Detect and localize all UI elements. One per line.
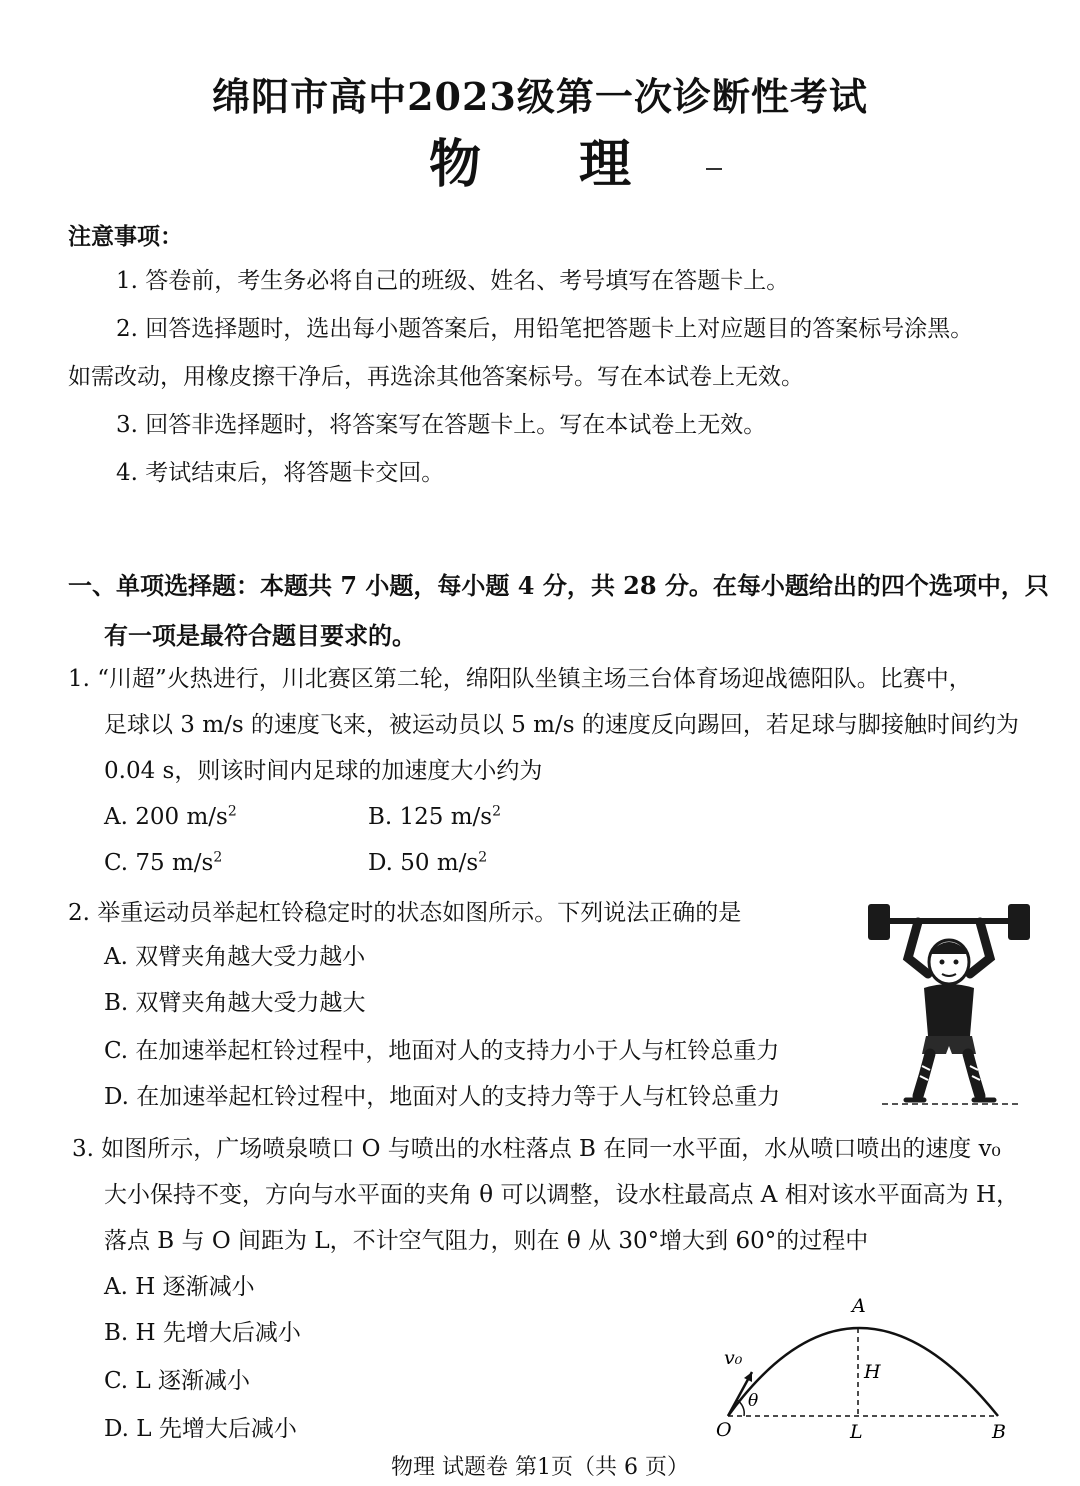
q3-option-d: D. L 先增大后减小 [104,1416,297,1442]
q1-stem-line3: 0.04 s，则该时间内足球的加速度大小约为 [104,758,543,784]
trajectory-curve [728,1328,998,1416]
q3-stem-line3: 落点 B 与 O 间距为 L，不计空气阻力，则在 θ 从 30°增大到 60°的过程中 [104,1228,869,1254]
weightlifter-figure [862,896,1038,1110]
q1-option-c: C. 75 $m/s^2$ [104,849,223,876]
section1-heading: 一、单项选择题：本题共 7 小题，每小题 4 分，共 28 分。在每小题给出的四个选项中，只 [68,571,1049,600]
q2-option-c: C. 在加速举起杠铃过程中，地面对人的支持力小于人与杠铃总重力 [104,1038,780,1064]
q3-option-b: B. H 先增大后减小 [104,1320,301,1346]
q1-option-d: D. 50 $m/s^2$ [368,849,488,876]
exam-title: 绵阳市高中2023级第一次诊断性考试 [212,74,868,119]
notice-item-2-cont: 如需改动，用橡皮擦干净后，再选涂其他答案标号。写在本试卷上无效。 [68,364,804,390]
q2-option-d: D. 在加速举起杠铃过程中，地面对人的支持力等于人与杠铃总重力 [104,1084,781,1110]
notice-item-3: 3. 回答非选择题时，将答案写在答题卡上。写在本试卷上无效。 [116,412,767,438]
notice-item-4: 4. 考试结束后，将答题卡交回。 [116,460,445,486]
label-theta: θ [748,1391,759,1411]
page-footer: 物理 试题卷 第1页（共 6 页） [391,1455,689,1480]
q1-stem-line2: 足球以 3 m/s 的速度飞来，被运动员以 5 m/s 的速度反向踢回，若足球与脚接触时间约为 [104,712,1019,738]
stray-mark [706,168,722,170]
label-h: H [864,1361,881,1383]
q3-option-a: A. H 逐渐减小 [104,1274,255,1300]
label-l: L [850,1421,863,1442]
notice-item-1: 1. 答卷前，考生务必将自己的班级、姓名、考号填写在答题卡上。 [116,268,790,294]
section1-heading-cont: 有一项是最符合题目要求的。 [104,621,416,650]
label-o: O [716,1419,732,1441]
notice-heading: 注意事项： [68,223,183,250]
q1-option-a: A. 200 $m/s^2$ [104,803,237,830]
q2-option-b: B. 双臂夹角越大受力越大 [104,990,366,1016]
notice-item-2: 2. 回答选择题时，选出每小题答案后，用铅笔把答题卡上对应题目的答案标号涂黑。 [116,316,974,342]
subject-title: 物 理 [428,134,672,195]
q3-stem-line1: 3. 如图所示，广场喷泉喷口 O 与喷出的水柱落点 B 在同一水平面，水从喷口喷出的速度 v₀ [72,1136,1001,1162]
label-v0: v₀ [724,1347,743,1369]
q1-option-b: B. 125 $m/s^2$ [368,803,502,830]
q2-stem: 2. 举重运动员举起杠铃稳定时的状态如图所示。下列说法正确的是 [68,900,742,926]
q2-option-a: A. 双臂夹角越大受力越小 [104,944,366,970]
label-b: B [992,1421,1006,1442]
q1-stem-line1: 1. “川超”火热进行，川北赛区第二轮，绵阳队坐镇主场三台体育场迎战德阳队。比赛中， [68,666,972,692]
q3-stem-line2: 大小保持不变，方向与水平面的夹角 θ 可以调整，设水柱最高点 A 相对该水平面高为 H， [104,1182,1020,1208]
projectile-figure [708,1292,1018,1442]
q3-option-c: C. L 逐渐减小 [104,1368,250,1394]
label-a: A [852,1295,866,1317]
